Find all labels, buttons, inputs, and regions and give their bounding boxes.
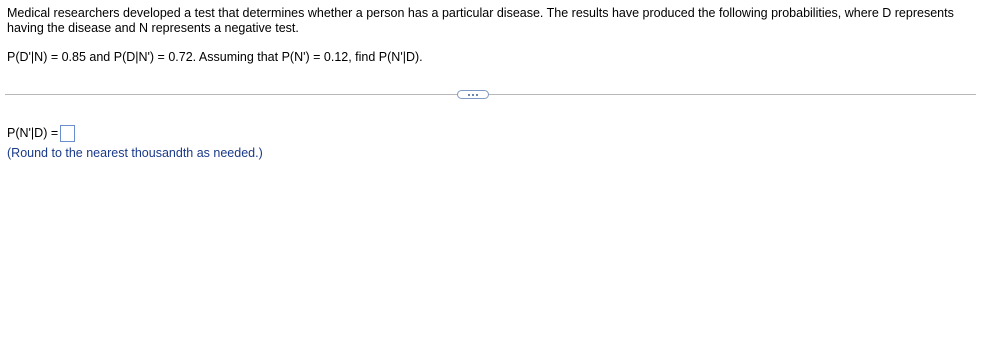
- rounding-hint: (Round to the nearest thousandth as needed.): [7, 146, 263, 160]
- divider: [5, 94, 976, 95]
- question-text-block: [7, 6, 967, 36]
- answer-row: [7, 125, 75, 142]
- answer-input[interactable]: [60, 125, 75, 142]
- question-text: Medical researchers developed a test that determines whether a person has a particular disease. The results have produced the following probabilities, where D represents having the disease and N represents a negative test.: [7, 6, 954, 35]
- given-probabilities: P(D'|N) = 0.85 and P(D|N') = 0.72. Assuming that P(N') = 0.12, find P(N'|D).: [7, 50, 423, 64]
- dot-icon: [468, 94, 470, 96]
- dot-icon: [472, 94, 474, 96]
- answer-label: P(N'|D) =: [7, 126, 59, 140]
- dot-icon: [476, 94, 478, 96]
- more-options-button[interactable]: [457, 90, 489, 99]
